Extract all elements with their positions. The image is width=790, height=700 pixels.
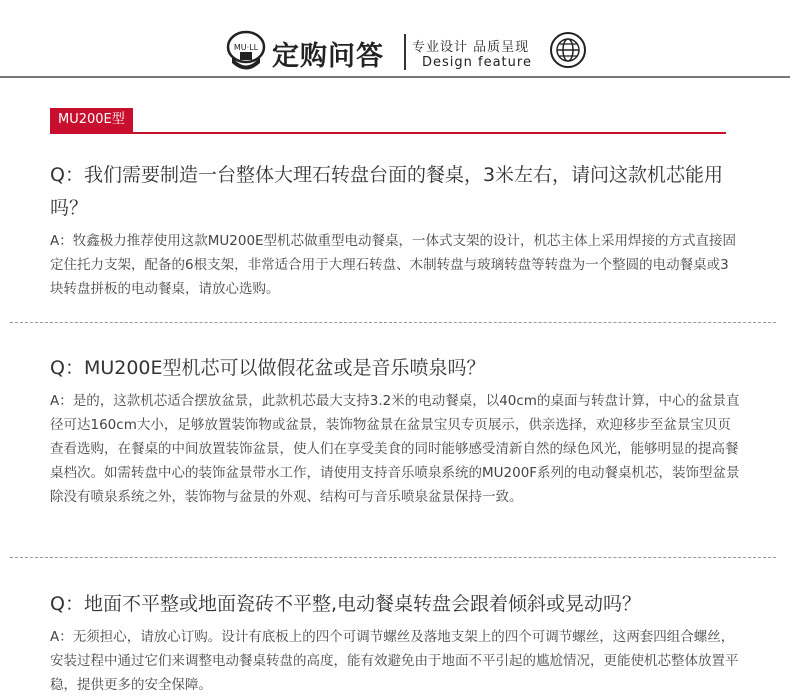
- qa-divider: [10, 322, 776, 323]
- question-2: Q：MU200E型机芯可以做假花盆或是音乐喷泉吗？: [50, 357, 486, 379]
- header-divider: [404, 34, 406, 70]
- header-subtitle: Design feature: [422, 55, 532, 70]
- answer-1: A：牧鑫极力推荐使用这款MU200E型机芯做重型电动餐桌，一体式支架的设计，机芯主体上采用焊接的方式直接固定住托力支架，配备的6根支架，非常适合用于大理石转盘、木制转盘与玻璃转盘等转盘为一个整圆的电动餐桌或3块转盘拼板的电动餐桌，请放心选购。: [50, 233, 737, 297]
- globe-icon: [548, 30, 588, 70]
- logo-text: MU·LL: [233, 43, 259, 52]
- answer-2: A：是的，这款机芯适合摆放盆景，此款机芯最大支持3.2米的电动餐桌，以40cm的桌面与转盘计算，中心的盆景直径可达160cm大小，足够放置装饰物或盆景，装饰物盆景在盆景宝贝专页展示，供亲选择，欢迎移步至盆景宝贝页查看选购，在餐桌的中间放置装饰盆景，使人们在享受美食的同时能够感受清新自然的绿色风光，能够明显的提高餐桌档次。如需转盘中心的装饰盆景带水工作，请使用支持音乐喷泉系统的MU200F系列的电动餐桌机芯，装饰型盆景除没有喷泉系统之外，装饰物与盆景的外观、结构可与音乐喷泉盆景保持一致。: [50, 393, 740, 505]
- answer-3: A：无须担心，请放心订购。设计有底板上的四个可调节螺丝及落地支架上的四个可调节螺丝，这两套四组合螺丝，安装过程中通过它们来调整电动餐桌转盘的高度，能有效避免由于地面不平引起的尴尬情况，更能使机芯整体放置平稳，提供更多的安全保障。: [50, 629, 739, 693]
- page-header: [0, 0, 790, 80]
- model-underline: [50, 132, 726, 134]
- page-title: 定购问答: [272, 41, 384, 72]
- qa-item-1: [50, 159, 740, 301]
- qa-item-2: [50, 352, 740, 509]
- header-underline: [0, 76, 790, 78]
- model-section-header: [50, 108, 726, 136]
- brand-logo-icon: [226, 30, 266, 72]
- model-tag: MU200E型: [50, 108, 133, 132]
- header-tagline: 专业设计 品质呈现: [412, 40, 530, 55]
- question-1: Q：我们需要制造一台整体大理石转盘台面的餐桌，3米左右，请问这款机芯能用吗？: [50, 164, 724, 219]
- qa-item-3: [50, 588, 740, 697]
- qa-divider: [10, 557, 776, 558]
- question-3: Q：地面不平整或地面瓷砖不平整,电动餐桌转盘会跟着倾斜或晃动吗？: [50, 593, 641, 615]
